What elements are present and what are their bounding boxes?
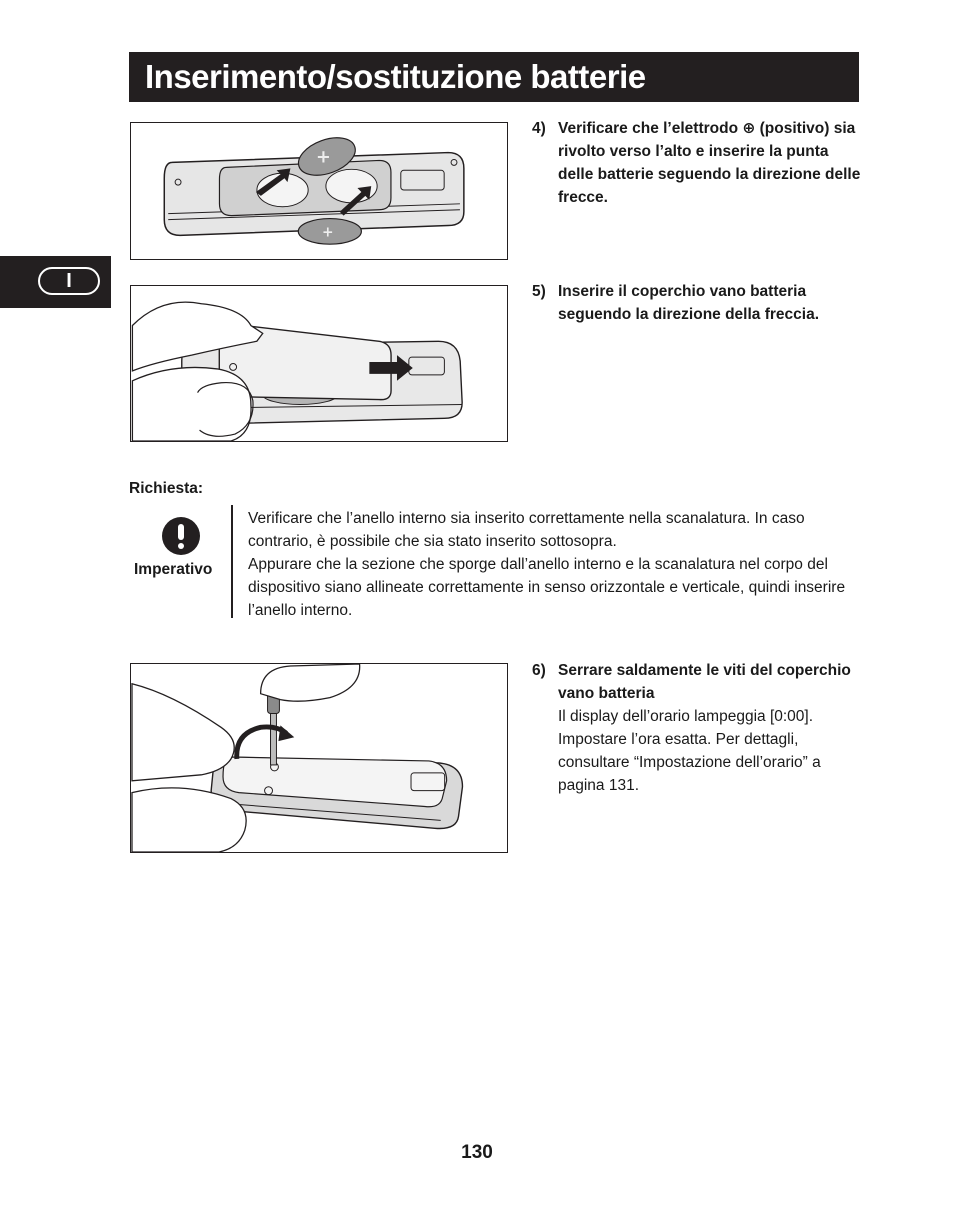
imperative-label: Imperativo (134, 561, 213, 578)
step-instruction: Verificare che l’elettrodo ⊕ (positivo) sia rivolto verso l’alto e inserire la punta delle batterie seguendo la direzione delle frecce. (558, 120, 861, 206)
cover-insert-drawing (131, 286, 507, 441)
step-instruction: Serrare saldamente le viti del coperchio vano batteria (558, 662, 851, 702)
cover-insert-illustration (130, 285, 508, 442)
requirement-paragraph: Verificare che l’anello interno sia inserito correttamente nella scanalatura. In caso contrario, è possibile che sia stato inserito sottosopra. (248, 510, 805, 550)
requirement-paragraph: Appurare che la sezione che sporge dall’anello interno e la scanalatura nel corpo del dispositivo siano allineate correttamente in senso orizzontale e verticale, quindi inserire l’anello interno. (248, 556, 846, 619)
page-title: Inserimento/sostituzione batterie (145, 58, 646, 95)
language-tab (0, 256, 111, 308)
language-badge (38, 267, 100, 295)
step-number: 4) (532, 120, 546, 137)
battery-insert-illustration (130, 122, 508, 260)
step-number: 5) (532, 283, 546, 300)
requirement-label: Richiesta: (129, 480, 204, 497)
screw-tighten-drawing (131, 664, 507, 852)
step-4 (532, 117, 862, 209)
page-number: 130 (461, 1142, 493, 1163)
svg-text:+: + (321, 224, 334, 241)
step-instruction: Inserire il coperchio vano batteria seguendo la direzione della freccia. (558, 283, 820, 323)
screw-tighten-illustration (130, 663, 508, 853)
step-number: 6) (532, 662, 546, 679)
step-5 (532, 280, 862, 326)
step-6 (532, 659, 862, 797)
svg-text:+: + (316, 147, 331, 168)
step-detail: Il display dell’orario lampeggia [0:00]. Impostare l’ora esatta. Per dettagli, consultare “Impostazione dell’orario” a pagina 131. (558, 708, 821, 794)
page-title-bar (129, 52, 859, 102)
exclamation-icon (162, 517, 200, 555)
battery-insert-drawing (131, 123, 507, 259)
warning-divider (231, 505, 233, 618)
language-letter: I (66, 270, 72, 292)
requirement-text (248, 507, 848, 622)
